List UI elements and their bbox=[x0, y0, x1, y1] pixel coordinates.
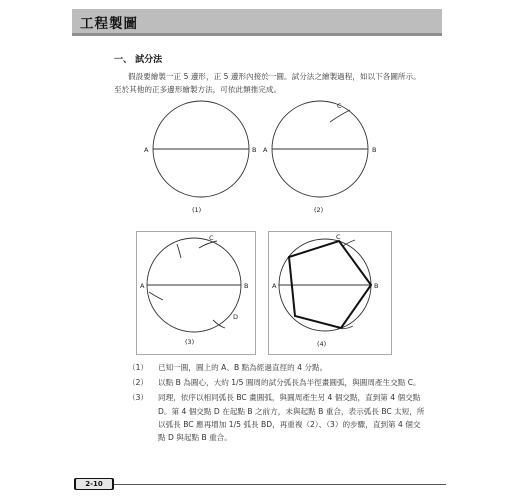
step-text: 已知一圓，圓上的 A、B 點為經過直徑的 4 分點。 bbox=[158, 363, 328, 372]
fig3-arc-c bbox=[199, 241, 217, 248]
fig1-caption: (1) bbox=[192, 206, 202, 214]
intro-paragraph: 假設要繪製一正 5 邊形，正 5 邊形內接於一圓。試分法之繪製過程，如以下各圖所示。至於其他的正多邊形繪製方法，可依此類推完成。 bbox=[114, 72, 421, 94]
fig3-label-d: D bbox=[233, 313, 239, 321]
fig2-label-b: B bbox=[372, 146, 377, 154]
fig3-label-b: B bbox=[244, 282, 249, 290]
footer-rule bbox=[114, 484, 446, 485]
figure-2 bbox=[263, 100, 400, 224]
step-item bbox=[128, 391, 428, 444]
fig3-caption: (3) bbox=[185, 338, 195, 346]
fig3-arc-lower-left bbox=[149, 292, 163, 300]
fig1-label-b: B bbox=[252, 146, 257, 154]
fig4-label-c: C bbox=[336, 233, 341, 241]
section-heading: 一、 試分法 bbox=[114, 55, 163, 65]
fig3-label-a: A bbox=[140, 282, 145, 290]
chapter-title: 工程製圖 bbox=[80, 16, 138, 32]
step-text: 同理，依序以相同弧長 BC 畫圓弧，與圓周產生另 4 個交點，直到第 4 個交點 D。第 4 個交點 D 在起點 B 之前方，未與起點 B 重合，表示弧長 BC 太短，所以弧長 BC 應再增加 1/5 弧長 BD，再重複（2）、（3）的步驟，直到第 4 個交點 D 與起點 B 重合。 bbox=[158, 393, 425, 443]
fig2-arc-c bbox=[330, 110, 350, 122]
fig3-arc-left bbox=[177, 244, 181, 258]
fig2-label-c: C bbox=[337, 102, 342, 110]
chapter-header-bar bbox=[72, 9, 442, 36]
fig4-label-a: A bbox=[272, 282, 277, 290]
step-list bbox=[128, 361, 428, 446]
step-number: （3） bbox=[128, 393, 149, 403]
step-item bbox=[128, 376, 428, 389]
figure-4 bbox=[268, 231, 392, 355]
step-text: 以點 B 為圓心，大約 1/5 圓周的試分弧長為半徑畫圓弧，與圓周產生交點 C。 bbox=[158, 378, 421, 388]
fig3-label-c: C bbox=[209, 234, 214, 242]
step-number: （1） bbox=[128, 363, 149, 372]
fig1-label-a: A bbox=[144, 146, 149, 154]
fig2-caption: (2) bbox=[314, 206, 324, 214]
step-number: （2） bbox=[128, 378, 149, 388]
step-item bbox=[128, 361, 428, 374]
fig4-caption: (4) bbox=[317, 340, 327, 348]
fig2-label-a: A bbox=[263, 146, 268, 154]
figure-3 bbox=[136, 231, 256, 355]
page-number: 2-10 bbox=[76, 479, 112, 489]
fig4-label-b: B bbox=[374, 282, 379, 290]
page-number-tab bbox=[74, 478, 114, 490]
figure-1 bbox=[144, 100, 272, 224]
